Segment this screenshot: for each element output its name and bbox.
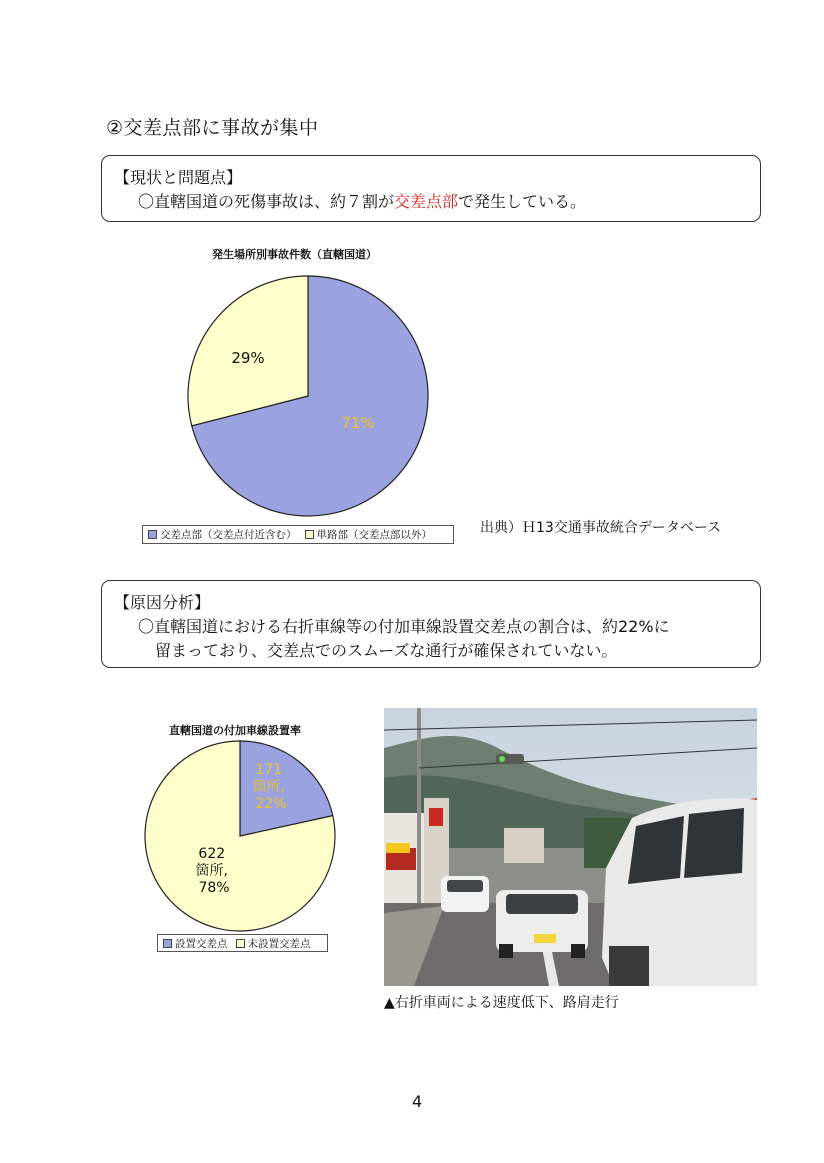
page-number: 4: [412, 1092, 423, 1111]
chart2-label-installed-pct: 22%: [255, 796, 287, 812]
photo-caption: ▲右折車両による速度低下、路肩走行: [384, 995, 619, 1011]
white-car-left: [441, 876, 489, 912]
chart1-label-road-section: 29%: [231, 349, 265, 367]
chart2-label-not-installed-count: 622: [198, 846, 226, 862]
chart1-legend: [142, 525, 454, 544]
current-text-suffix: で発生している。: [458, 192, 587, 211]
cause-analysis-line1: 〇直轄国道における右折車線等の付加車線設置交差点の割合は、約22%に: [138, 617, 670, 636]
chart2-label-not-installed: [196, 846, 233, 896]
chart2-title: 直轄国道の付加車線設置率: [169, 724, 301, 737]
street-photo: [384, 708, 757, 986]
chart2-legend-swatch-installed: [163, 939, 172, 948]
chart2-legend-installed: 設置交差点: [175, 937, 228, 950]
current-situation-box: [101, 155, 761, 222]
chart1-legend-swatch-intersection: [148, 530, 157, 539]
chart2-label-not-installed-pct: 78%: [198, 880, 230, 896]
chart2-label-installed-unit: 箇所,: [252, 779, 285, 795]
chart1-title: 発生場所別事故件数（直轄国道）: [212, 248, 377, 261]
chart2-legend-swatch-not-installed: [236, 939, 245, 948]
chart1-legend-swatch-road-section: [305, 530, 314, 539]
chart2-label-installed: [253, 762, 290, 812]
chart2-pie: [140, 738, 340, 934]
white-car-center: [496, 890, 588, 958]
cause-analysis-box: [101, 580, 761, 668]
chart1-label-intersection: 71%: [341, 414, 375, 432]
section-heading: ②交差点部に事故が集中: [106, 117, 319, 139]
current-text-prefix: 〇直轄国道の死傷事故は、約７割が: [138, 192, 395, 211]
cause-analysis-title: 【原因分析】: [114, 593, 211, 612]
current-situation-text: [138, 189, 586, 212]
chart1-legend-intersection: 交差点部（交差点付近含む）: [160, 529, 297, 541]
cause-analysis-line2: 留まっており、交差点でのスムーズな通行が確保されていない。: [155, 641, 618, 660]
chart2-label-not-installed-unit: 箇所,: [195, 863, 228, 879]
chart1-pie: [180, 270, 440, 526]
chart2-label-installed-count: 171: [255, 762, 283, 778]
data-source: 出典）Ｈ13交通事故統合データベース: [480, 520, 722, 536]
chart2-legend: [157, 934, 328, 952]
chart1-legend-road-section: 単路部（交差点部以外）: [316, 529, 432, 541]
current-text-highlight: 交差点部: [394, 192, 459, 211]
current-situation-title: 【現状と問題点】: [114, 168, 243, 187]
chart2-legend-not-installed: 未設置交差点: [247, 937, 311, 950]
